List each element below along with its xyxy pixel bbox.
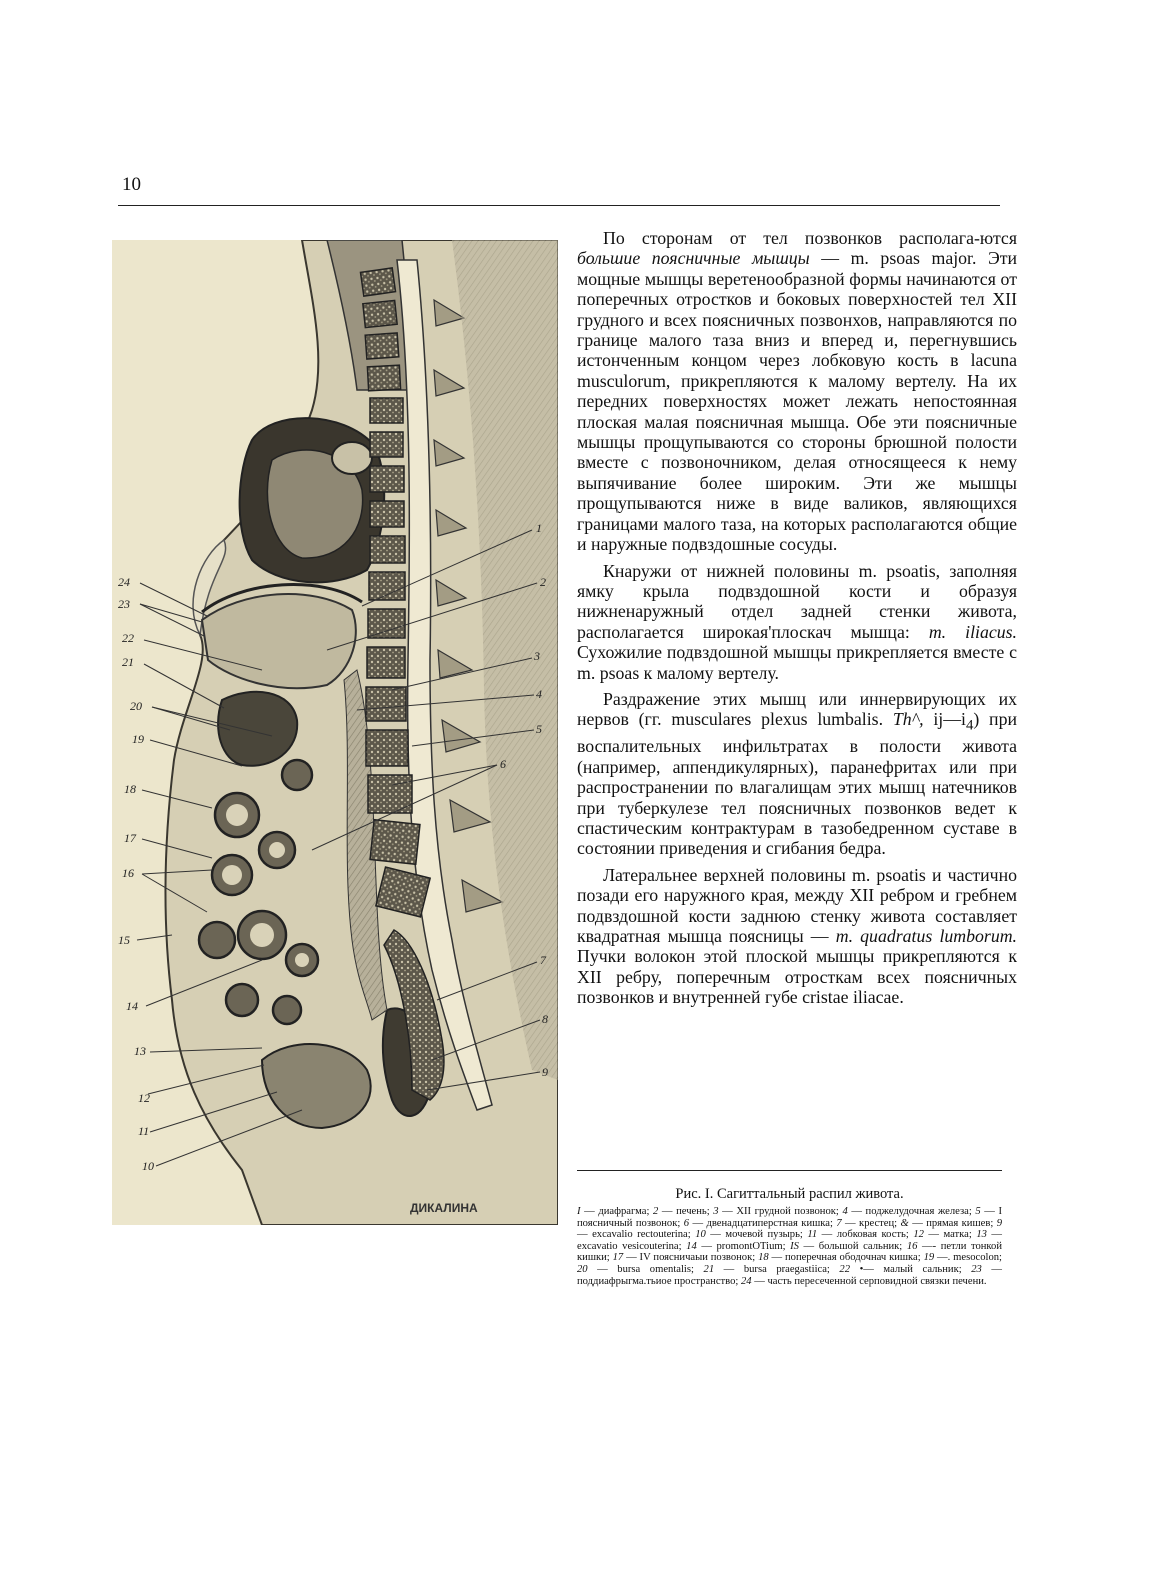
sagittal-section-illustration xyxy=(112,240,558,1225)
legend-text: — поддиафрыгма.тьиое пространство; xyxy=(577,1263,1002,1287)
legend-number: IS xyxy=(790,1240,799,1252)
paragraph-3: Раздражение этих мышц или иннервирующих их нервов (гг. musculares plexus lumbalis. Th^, $ij—i_4$) при воспалительных инфильтратах в полости живота (например, аппендикулярных), паранефритах или при распространении по влагалищам этих мышц натечников при туберкулезе тел поясничных позвонков ведет к спастическим контрактурам в тазобедренном суставе в состоянии приведения и сгибания бедра. xyxy=(577,688,1017,859)
legend-number: & xyxy=(900,1217,909,1229)
legend-text: — поджелудочная железа; xyxy=(847,1206,976,1217)
legend-number: 20 xyxy=(577,1263,588,1275)
artist-signature: ДИКАЛИНА xyxy=(410,1201,478,1215)
legend-number: 14 xyxy=(686,1240,697,1252)
legend-number: 23 xyxy=(971,1263,982,1275)
svg-text:1: 1 xyxy=(536,521,542,535)
legend-number: 24 xyxy=(741,1275,752,1287)
legend-text: — bursa omentalis; xyxy=(587,1263,704,1275)
legend-text: — часть пересеченной серповидной связки печени. xyxy=(751,1275,987,1287)
svg-text:16: 16 xyxy=(122,866,134,880)
legend-number: 16 xyxy=(906,1240,918,1252)
legend-text: —. mesocolon; xyxy=(934,1252,1002,1264)
svg-text:22: 22 xyxy=(122,631,134,645)
legend-text: — матка; xyxy=(923,1229,977,1241)
figure-caption-title: Рис. I. Сагиттальный распил живота. xyxy=(675,1186,904,1202)
svg-text:5: 5 xyxy=(536,722,542,736)
body-text xyxy=(577,228,1017,1008)
legend-number: 10 xyxy=(695,1229,706,1241)
caption-rule xyxy=(577,1170,1002,1171)
legend-text: — excavatio vesicouterina; xyxy=(577,1229,1002,1252)
legend-number: 2 xyxy=(653,1206,659,1217)
legend-text: — XII грудной позвонок; xyxy=(718,1206,843,1217)
svg-text:9: 9 xyxy=(542,1065,548,1079)
legend-number: 6 xyxy=(683,1217,690,1229)
svg-text:20: 20 xyxy=(130,699,142,713)
legend-number: 17 xyxy=(612,1252,624,1264)
svg-text:10: 10 xyxy=(142,1159,154,1173)
svg-text:7: 7 xyxy=(540,953,546,967)
legend-number: 18 xyxy=(758,1252,769,1264)
legend-text: — поперечная ободочнач кишка; xyxy=(768,1252,924,1264)
legend-text: — прямая кишев; xyxy=(908,1217,997,1229)
svg-text:13: 13 xyxy=(134,1044,146,1058)
legend-text: — диафрагма; xyxy=(580,1206,654,1217)
svg-text:6: 6 xyxy=(500,757,506,771)
paragraph-1: По сторонам от тел позвонков располага-ются большие поясничные мышцы — m. psoas major. Эти мощные мышцы веретенообразной формы начинаются от поперечных отростков и боковых поверхностей тел XII грудного и всех поясничных позвонхов, направляются по границе малого таза вниз и вперед и, перегнувшись истонченным концом через лобковую кость в lacuna musculorum, прикрепляются к малому вертелу. На их передних поверхностях может лежать непостоянная плоская малая поясничная мышца. Обе эти поясничные мышцы прощупываются со стороны брюшной полости вместе с позвоночником, делая относящееся к нему выпячивание более широким. Эти же мышцы прощупываются ниже в виде валиков, являющихся границами малого таза, на которых располагаются общие и наружные подвздошные сосуды. xyxy=(577,228,1018,555)
svg-text:11: 11 xyxy=(138,1124,150,1138)
legend-text: —- петли тонкой кишки; xyxy=(577,1240,1002,1264)
legend-number: 21 xyxy=(703,1263,715,1275)
svg-text:8: 8 xyxy=(542,1012,548,1026)
svg-text:18: 18 xyxy=(124,782,136,796)
legend-number: 9 xyxy=(996,1217,1002,1229)
legend-text: — крестец; xyxy=(841,1217,901,1229)
legend-text: — I поясничный позвонок; xyxy=(577,1206,1002,1229)
header-rule xyxy=(118,205,1000,206)
legend-number: 19 xyxy=(923,1252,935,1264)
svg-text:4: 4 xyxy=(536,687,542,701)
legend-text: — большой сальник; xyxy=(798,1240,907,1252)
paragraph-2: Кнаружи от нижней половины m. psoatis, заполняя ямку крыла подвздошной кости и образуя нижненаружный отдел задней стенки живота, располагается широкая'плоскач мышца: m. iliacus. Сухожилие подвздошной мышцы прикрепляется вместе с m. psoas к малому вертелу. xyxy=(577,560,1017,683)
legend-number: 22 xyxy=(839,1263,851,1275)
legend-text: •— малый сальник; xyxy=(850,1263,972,1275)
legend-text: — двенадцатиперстная кишка; xyxy=(689,1217,837,1229)
svg-text:21: 21 xyxy=(122,655,134,669)
svg-text:23: 23 xyxy=(118,597,130,611)
aortic-arch xyxy=(332,442,372,474)
legend-text: — IV поясничаыи позвонок; xyxy=(623,1252,759,1264)
legend-text: — лобковая кость; xyxy=(817,1229,914,1241)
svg-text:19: 19 xyxy=(132,732,144,746)
legend-number: 3 xyxy=(713,1206,719,1217)
svg-text:24: 24 xyxy=(118,575,130,589)
legend-number: I xyxy=(577,1206,581,1217)
anatomical-figure xyxy=(112,240,558,1225)
legend-text: — печень; xyxy=(658,1206,714,1217)
legend-number: 7 xyxy=(836,1217,842,1229)
legend-text: — promontOTium; xyxy=(696,1240,791,1252)
svg-text:15: 15 xyxy=(118,933,130,947)
page-number: 10 xyxy=(122,174,141,195)
paragraph-4: Латеральнее верхней половины m. psoatis и частично позади его наружного края, между XII ребром и гребнем подвздошной кости заднюю стенку живота составляет квадратная мышца поясницы — m. quadratus lumborum. Пучки волокон этой плоской мышцы прикрепляются к XII ребру, поперечным отросткам всех поясничных позвонков и внутренней губе cristae iliacae. xyxy=(577,864,1017,1008)
svg-text:17: 17 xyxy=(124,831,136,845)
svg-text:14: 14 xyxy=(126,999,138,1013)
figure-caption-legend xyxy=(577,1206,1002,1287)
legend-number: 13 xyxy=(976,1229,987,1241)
legend-number: 4 xyxy=(842,1206,848,1217)
svg-text:3: 3 xyxy=(534,649,540,663)
legend-number: 12 xyxy=(913,1229,924,1241)
legend-text: — bursa praegastiica; xyxy=(714,1263,840,1275)
svg-text:2: 2 xyxy=(540,575,546,589)
legend-number: 5 xyxy=(975,1206,981,1217)
legend-text: — мочевой пузырь; xyxy=(705,1229,808,1241)
svg-text:12: 12 xyxy=(138,1091,150,1105)
legend-text: — excavalio rectouterina; xyxy=(577,1229,696,1241)
legend-number: 11 xyxy=(807,1229,818,1241)
